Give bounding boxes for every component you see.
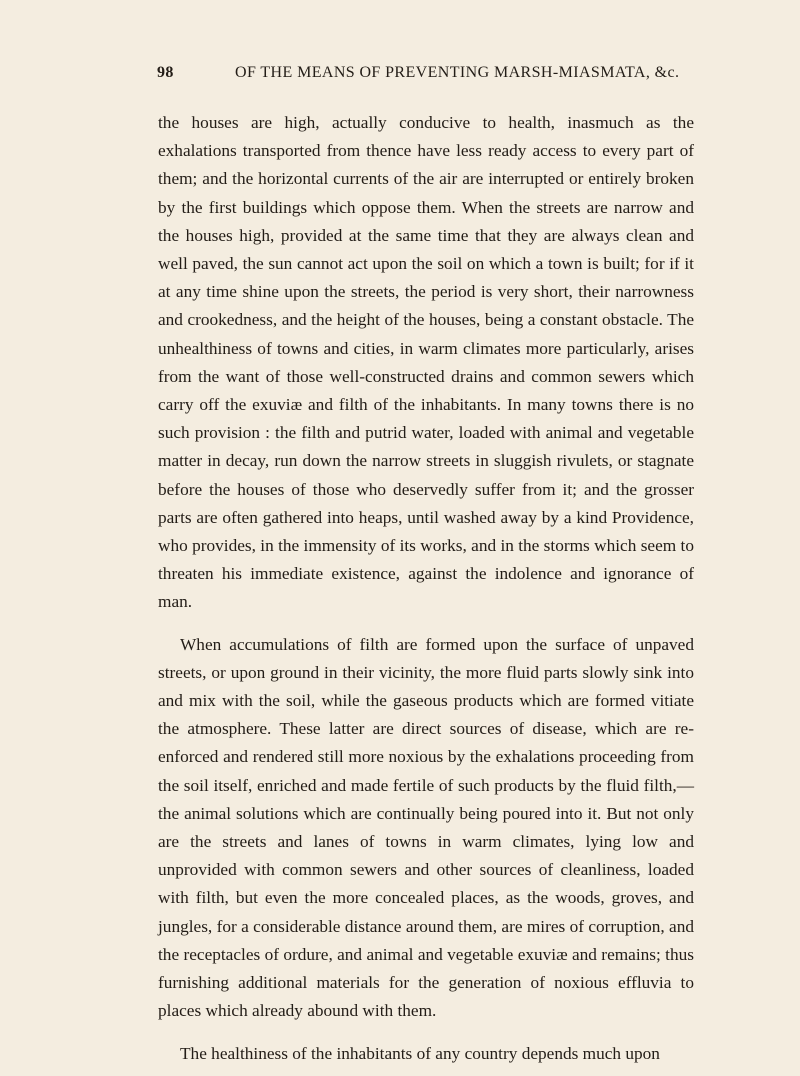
running-head-title: OF THE MEANS OF PREVENTING MARSH-MIASMATA, &c. <box>235 64 680 81</box>
paragraph-healthiness-of-inhabitants: The healthiness of the inhabitants of any country depends much upon <box>180 1043 660 1063</box>
paragraph-continued: the houses are high, actually conducive to health, inasmuch as the exhalations transported from thence have less ready access to every part of them; and the horizontal currents of the air are interrupted or entirely broken by the first buildings which oppose them. When the streets are narrow and the houses high, provided at the same time that they are always clean and well paved, the sun cannot act upon the soil on which a town is built; for if it at any time shine upon the streets, the period is very short, their narrowness and crookedness, and the height of the houses, being a constant obstacle. The unhealthiness of towns and cities, in warm climates more particularly, arises from the want of those well-constructed drains and common sewers which carry off the exuviæ and filth of the inhabitants. In many towns there is no such provision : the filth and putrid water, loaded with animal and vegetable matter in decay, run down the narrow streets in sluggish rivulets, or stagnate before the houses of those who deservedly suffer from it; and the grosser parts are often gathered into heaps, until washed away by a kind Providence, who provides, in the immensity of its works, and in the storms which seem to threaten his immediate existence, against the indolence and ignorance of man. <box>158 113 694 612</box>
page-number: 98 <box>157 64 174 81</box>
body-text <box>158 109 694 1068</box>
running-head <box>157 64 697 88</box>
paragraph-accumulations-of-filth: When accumulations of filth are formed upon the surface of unpaved streets, or upon ground in their vicinity, the more fluid parts slowly sink into and mix with the soil, while the gaseous products which are formed vitiate the atmosphere. These latter are direct sources of disease, which are reenforced and rendered still more noxious by the exhalations proceeding from the soil itself, enriched and made fertile of such products by the fluid filth,— the animal solutions which are continually being poured into it. But not only are the streets and lanes of towns in warm climates, lying low and unprovided with common sewers and other sources of cleanliness, loaded with filth, but even the more concealed places, as the woods, groves, and jungles, for a considerable distance around them, are mires of corruption, and the receptacles of ordure, and animal and vegetable exuviæ and remains; thus furnishing additional materials for the generation of noxious effluvia to places which already abound with them. <box>158 634 694 1021</box>
